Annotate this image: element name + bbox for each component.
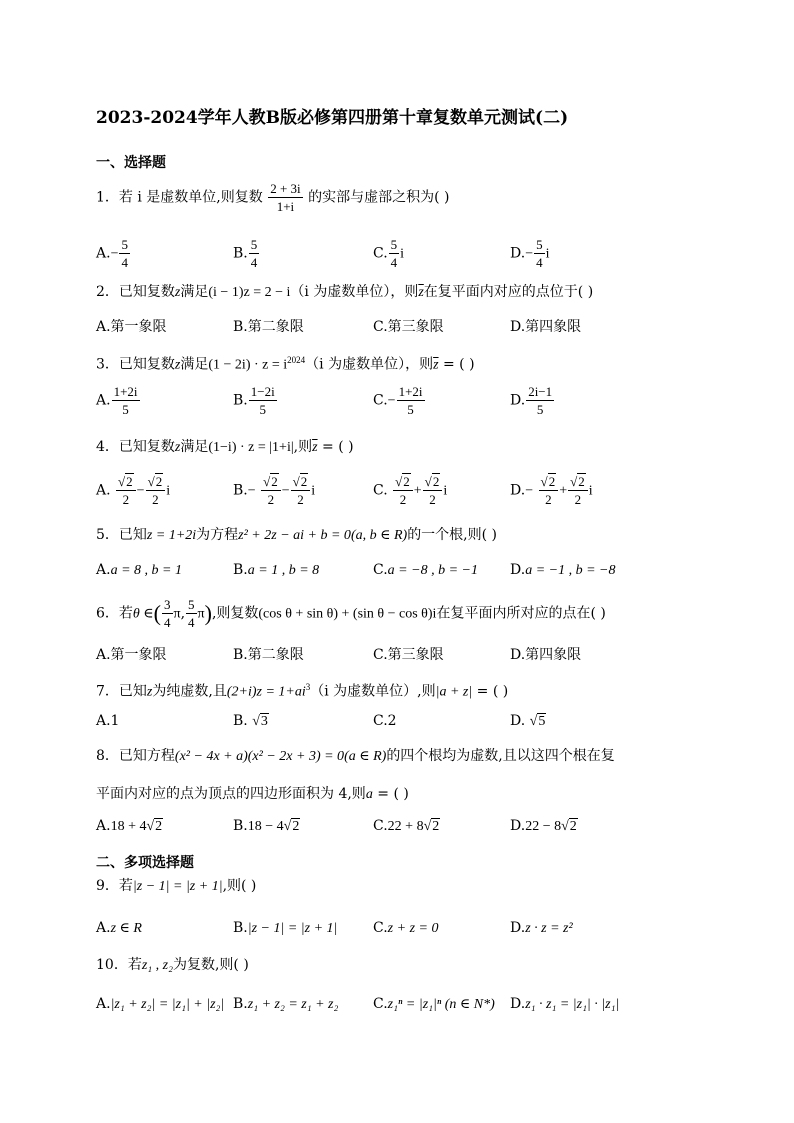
q9-option-b[interactable]: B.|z − 1| = |z + 1|: [233, 920, 338, 936]
question-6: 6．若θ ∈( $\frac{3}{4}$ π, $\frac{5}{4}$ π),则复数(cos θ + sin θ) + (sin θ − cos θ)i在复平面内所对应的点在( ): [96, 597, 606, 630]
q2-option-a[interactable]: A.第一象限: [96, 319, 167, 335]
q9-option-d[interactable]: D.z · z = z²: [510, 920, 573, 936]
q8-option-d[interactable]: D.22 − 8√2: [510, 818, 577, 834]
q8-option-a[interactable]: A.18 + 4√2: [96, 818, 163, 834]
question-4: 4．已知复数z满足(1−i) · z = |1+i|,则$\overline{z}$ = ( ): [96, 439, 354, 455]
q10-option-a[interactable]: A.|z₁ + z₂| = |z₁| + |z₂|: [96, 996, 225, 1012]
q6-option-d[interactable]: D.第四象限: [510, 647, 582, 663]
q7-option-d[interactable]: D. √5: [510, 713, 546, 729]
q5-option-a[interactable]: A.a = 8 , b = 1: [96, 562, 182, 578]
q1-option-c[interactable]: C. $\frac{5}{4}$ i: [373, 237, 405, 270]
q6-option-a[interactable]: A.第一象限: [96, 647, 167, 663]
q3-option-d[interactable]: D. $\frac{2i-1}{5}$: [510, 384, 553, 417]
q1-option-d[interactable]: D.− $\frac{5}{4}$ i: [510, 237, 550, 270]
q6-option-b[interactable]: B.第二象限: [233, 647, 304, 663]
q8-option-b[interactable]: B.18 − 4√2: [233, 818, 300, 834]
q8-option-c[interactable]: C.22 + 8√2: [373, 818, 440, 834]
q1-num: 2 + 3i: [270, 181, 301, 196]
question-1: [96, 180, 449, 215]
q4-option-a[interactable]: A. $\frac{√2}{2}$ − $\frac{√2}{2}$ i: [96, 474, 171, 507]
page-title: 2023-2024学年人教B版必修第四册第十章复数单元测试(二): [96, 108, 569, 128]
q2-option-c[interactable]: C.第三象限: [373, 319, 444, 335]
question-8: 8．已知方程(x² − 4x + a)(x² − 2x + 3) = 0(a ∈ R)的四个根均为虚数,且以这四个根在复: [96, 748, 615, 764]
question-9: 9．若|z − 1| = |z + 1|,则( ): [96, 878, 257, 894]
section-heading-choice: 一、选择题: [96, 155, 166, 171]
q10-option-d[interactable]: D.z₁ · z₁ = |z₁| · |z₁|: [510, 996, 620, 1012]
q1-tail: 的实部与虚部之积为( ): [308, 189, 450, 206]
q3-option-c[interactable]: C.− $\frac{1+2i}{5}$: [373, 384, 423, 417]
q10-option-b[interactable]: B.z₁ + z₂ = z₁ + z₂: [233, 996, 339, 1012]
q5-option-d[interactable]: D.a = −1 , b = −8: [510, 562, 616, 578]
q2-option-d[interactable]: D.第四象限: [510, 319, 582, 335]
q7-option-a[interactable]: A.1: [96, 713, 120, 729]
question-7: 7．已知z为纯虚数,且$(2+i)z = 1+ai^3(i$ 为虚数单位）,则|a + z| = ( ): [96, 682, 509, 700]
question-5: 5．已知z = 1+2i为方程z² + 2z − ai + b = 0(a, b ∈ R)的一个根,则( ): [96, 527, 498, 543]
q3-option-b[interactable]: B. $\frac{1-2i}{5}$: [233, 384, 275, 417]
q7-option-c[interactable]: C.2: [373, 713, 397, 729]
q2-option-b[interactable]: B.第二象限: [233, 319, 304, 335]
q1-option-b[interactable]: B. $\frac{5}{4}$: [233, 237, 258, 270]
q6-option-c[interactable]: C.第三象限: [373, 647, 444, 663]
q1-stem: 1．若 i 是虚数单位,则复数: [96, 189, 263, 206]
q10-option-c[interactable]: C.z₁ⁿ = |z₁|ⁿ (n ∈ N*): [373, 996, 495, 1012]
q4-option-c[interactable]: C. $\frac{√2}{2}$ + $\frac{√2}{2}$ i: [373, 474, 448, 507]
q3-option-a[interactable]: A. $\frac{1+2i}{5}$: [96, 384, 138, 417]
q1-den: 1+i: [276, 199, 295, 214]
q1-fraction: [268, 180, 302, 215]
q5-option-b[interactable]: B.a = 1 , b = 8: [233, 562, 320, 578]
q4-option-d[interactable]: D.− $\frac{√2}{2}$ + $\frac{√2}{2}$ i: [510, 474, 593, 507]
section-heading-multi: 二、多项选择题: [96, 855, 194, 871]
q9-option-c[interactable]: C.z + z = 0: [373, 920, 439, 936]
question-3: 3．已知复数z满足$(1 - 2i) \cdot z = i^{2024}(i$ 为虚数单位），则$\overline{z}$ = ( ): [96, 355, 475, 373]
q1-option-a[interactable]: A.− $\frac{5}{4}$: [96, 237, 128, 270]
q9-option-a[interactable]: A.z ∈ R: [96, 920, 142, 936]
q4-option-b[interactable]: B.− $\frac{√2}{2}$ − $\frac{√2}{2}$ i: [233, 474, 316, 507]
q5-option-c[interactable]: C.a = −8 , b = −1: [373, 562, 478, 578]
q7-option-b[interactable]: B. √3: [233, 713, 268, 729]
question-8-line2: 平面内对应的点为顶点的四边形面积为 4,则a = ( ): [96, 786, 409, 802]
question-2: 2．已知复数z满足(i − 1)z = 2 − i（i 为虚数单位），则$\overline{z}$在复平面内对应的点位于( ): [96, 284, 594, 300]
question-10: 10．若z₁ , z₂为复数,则( ): [96, 957, 249, 973]
